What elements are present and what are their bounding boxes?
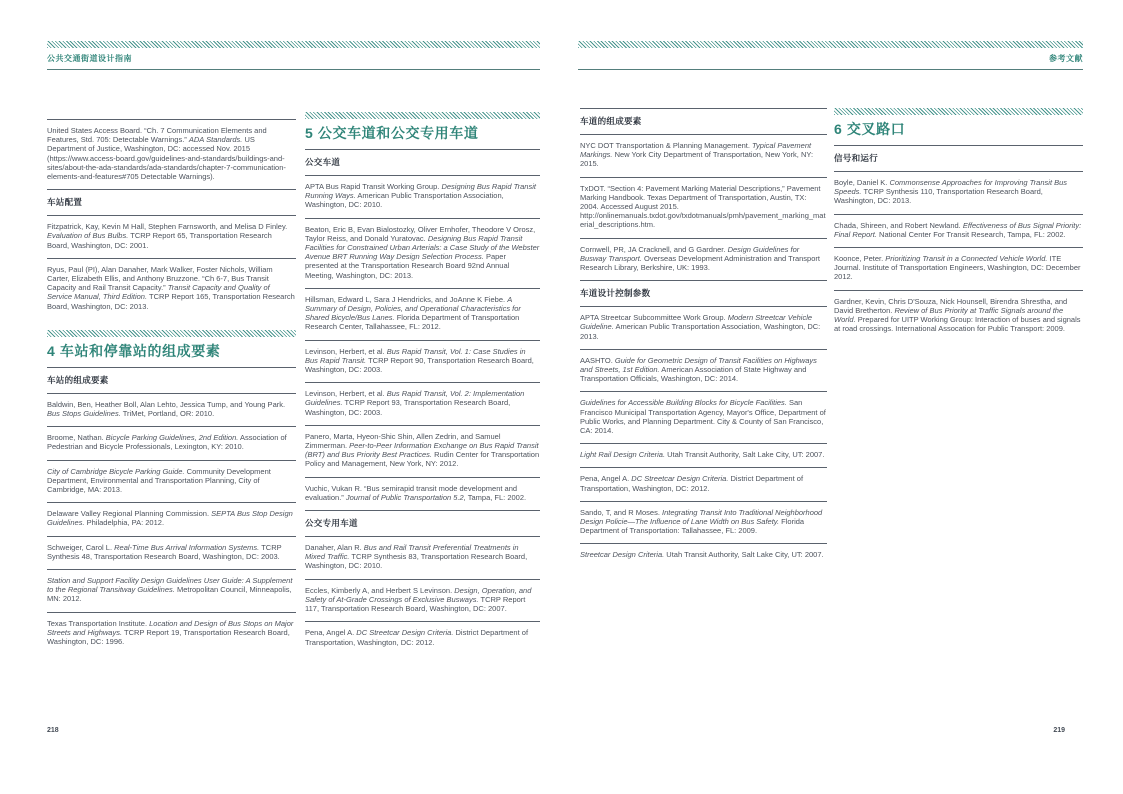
subsection-title: 车道的组成要素 bbox=[580, 108, 827, 134]
page-number: 219 bbox=[1053, 727, 1065, 734]
reference-entry: Broome, Nathan. Bicycle Parking Guidelines, 2nd Edition. Association of Pedestrian and Bicycle Professionals, Lexington, KY: 2010. bbox=[47, 426, 296, 459]
references-column bbox=[834, 108, 1083, 341]
references-column bbox=[580, 108, 827, 568]
reference-entry: Gardner, Kevin, Chris D'Souza, Nick Hounsell, Birendra Shrestha, and David Bretherton. Review of Bus Priority at Traffic Signals around the World. Prepared for UITP Working Group: Interaction of buses and signals at road crossings. International Assocation for Public Transport: 2009. bbox=[834, 290, 1083, 342]
section-hatch-band bbox=[47, 330, 296, 337]
subsection-title: 公交专用车道 bbox=[305, 510, 540, 536]
reference-entry: APTA Bus Rapid Transit Working Group. Designing Bus Rapid Transit Running Ways. American Public Transportation Association, Washington, DC: 2010. bbox=[305, 175, 540, 218]
reference-entry: Koonce, Peter. Prioritizing Transit in a Connected Vehicle World. ITE Journal. Institute of Transportation Engineers, Washington, DC: December 2012. bbox=[834, 247, 1083, 290]
reference-entry: Danaher, Alan R. Bus and Rail Transit Preferential Treatments in Mixed Traffic. TCRP Synthesis 83, Transportation Research Board, Washington, DC: 2010. bbox=[305, 536, 540, 579]
subsection-title: 公交车道 bbox=[305, 149, 540, 175]
subsection-title: 信号和运行 bbox=[834, 145, 1083, 171]
subsection-title: 车站的组成要素 bbox=[47, 367, 296, 393]
reference-entry: Light Rail Design Criteria. Utah Transit Authority, Salt Lake City, UT: 2007. bbox=[580, 443, 827, 467]
section-hatch-band bbox=[834, 108, 1083, 115]
reference-entry: Pena, Angel A. DC Streetcar Design Criteria. District Department of Transportation, Washington, DC: 2012. bbox=[305, 621, 540, 654]
running-head-title: 公共交通街道设计指南 bbox=[47, 54, 132, 63]
reference-entry: Fitzpatrick, Kay, Kevin M Hall, Stephen Farnsworth, and Melisa D Finley. Evaluation of Bus Bulbs. TCRP Report 65, Transportation Research Board, Washington, DC: 2001. bbox=[47, 215, 296, 258]
reference-entry: Panero, Marta, Hyeon-Shic Shin, Allen Zedrin, and Samuel Zimmerman. Peer-to-Peer Information Exchange on Bus Rapid Transit (BRT) and Bus Priority Best Practices. Rudin Center for Transportation Policy and Management, New York, NY: 2012. bbox=[305, 425, 540, 477]
right-page-header bbox=[578, 41, 1083, 70]
reference-entry: Baldwin, Ben, Heather Boll, Alan Lehto, Jessica Tump, and Young Park. Bus Stops Guidelines. TriMet, Portland, OR: 2010. bbox=[47, 393, 296, 426]
reference-entry: Levinson, Herbert, et al. Bus Rapid Transit, Vol. 2: Implementation Guidelines. TCRP Report 93, Transportation Research Board, Washington, DC: 2003. bbox=[305, 382, 540, 425]
right-page bbox=[578, 41, 1083, 781]
reference-entry: Streetcar Design Criteria. Utah Transit Authority, Salt Lake City, UT: 2007. bbox=[580, 543, 827, 567]
reference-entry: AASHTO. Guide for Geometric Design of Transit Facilities on Highways and Streets, 1st Edition. American Association of State Highway and Transportation Officials, Washington, DC: 2014. bbox=[580, 349, 827, 392]
header-hatch-band bbox=[578, 41, 1083, 48]
reference-entry: Hillsman, Edward L, Sara J Hendricks, and JoAnne K Fiebe. A Summary of Design, Policies, and Operational Characteristics for Shared Bicycle/Bus Lanes. Florida Department of Transportation Research Center, Tallahassee, FL: 2012. bbox=[305, 288, 540, 340]
reference-entry: Vuchic, Vukan R. “Bus semirapid transit mode development and evaluation.” Journal of Public Transportation 5.2, Tampa, FL: 2002. bbox=[305, 477, 540, 510]
header-rule bbox=[47, 69, 540, 70]
running-head-title: 参考文献 bbox=[1049, 54, 1083, 63]
reference-entry: City of Cambridge Bicycle Parking Guide. Community Development Department, Environmental and Transportation Planning, City of Cambridge, MA: 2013. bbox=[47, 460, 296, 503]
subsection-title: 车道设计控制参数 bbox=[580, 280, 827, 306]
reference-entry: Beaton, Eric B, Evan Bialostozky, Oliver Ernhofer, Theodore V Orosz, Taylor Reiss, and Donald Yuratovac. Designing Bus Rapid Transit Facilities for Constrained Urban Arterials: a Case Study of the Webster Avenue BRT Running Way Design Selection Process. Paper presented at the Transportation Research Board 92nd Annual Meeting, Washington, DC: 2013. bbox=[305, 218, 540, 288]
header-hatch-band bbox=[47, 41, 540, 48]
reference-entry: Pena, Angel A. DC Streetcar Design Criteria. District Department of Transportation, Washington, DC: 2012. bbox=[580, 467, 827, 500]
section-heading-group bbox=[834, 108, 1083, 145]
page-number: 218 bbox=[47, 727, 59, 734]
reference-entry: APTA Streetcar Subcommittee Work Group. Modern Streetcar Vehicle Guideline. American Public Transportation Association, Washington, DC: 2013. bbox=[580, 306, 827, 349]
left-page bbox=[47, 41, 540, 781]
section-heading-group bbox=[47, 330, 296, 367]
reference-entry: Ryus, Paul (PI), Alan Danaher, Mark Walker, Foster Nichols, William Carter, Elizabeth Ellis, and Anthony Bruzzone. “Ch 6-7, Bus Transit Capacity and Rail Transit Capacity.” Transit Capacity and Quality of Service Manual, Third Edition. TCRP Report 165, Transportation Research Board, Washington, DC: 2013. bbox=[47, 258, 296, 319]
references-column bbox=[47, 119, 296, 654]
reference-entry: Eccles, Kimberly A, and Herbert S Levinson. Design, Operation, and Safety of At-Grade Crossings of Exclusive Busways. TCRP Report 117, Transportation Research Board, Washington, DC: 2007. bbox=[305, 579, 540, 622]
reference-entry: Levinson, Herbert, et al. Bus Rapid Transit, Vol. 1: Case Studies in Bus Rapid Transit. TCRP Report 90, Transportation Research Board, Washington, DC: 2003. bbox=[305, 340, 540, 383]
subsection-title: 车站配置 bbox=[47, 189, 296, 215]
reference-entry: Chada, Shireen, and Robert Newland. Effectiveness of Bus Signal Priority: Final Report. National Center For Transit Research, Tampa, FL: 2002. bbox=[834, 214, 1083, 247]
section-title: 4 车站和停靠站的组成要素 bbox=[47, 342, 221, 359]
section-title: 5 公交车道和公交专用车道 bbox=[305, 125, 479, 141]
header-rule bbox=[578, 69, 1083, 70]
reference-entry: Texas Transportation Institute. Location and Design of Bus Stops on Major Streets and Highways. TCRP Report 19, Transportation Research Board, Washington, DC: 1996. bbox=[47, 612, 296, 655]
reference-entry: United States Access Board. “Ch. 7 Communication Elements and Features, Std. 705: Detectable Warnings.” ADA Standards. US Department of Justice, Washington, DC: accessed Nov. 2015 (https://www.access-board.gov/guidelines-and-standards/buildings-and-sites/about-the-ada-standards/ada-standards/chapter-7-communication-elements-and-features#705 Detectable Warnings). bbox=[47, 119, 296, 189]
reference-entry: Schweiger, Carol L. Real-Time Bus Arrival Information Systems. TCRP Synthesis 48, Transportation Research Board, Washington, DC: 2003. bbox=[47, 536, 296, 569]
section-hatch-band bbox=[305, 112, 540, 119]
reference-entry: Boyle, Daniel K. Commonsense Approaches for Improving Transit Bus Speeds. TCRP Synthesis 110, Transportation Research Board, Washington, DC: 2013. bbox=[834, 171, 1083, 214]
reference-entry: Guidelines for Accessible Building Blocks for Bicycle Facilities. San Francisco Municipal Transportation Agency, Mayor's Office, Department of Public Works, and Planning Department. City & County of San Francisco, CA: 2014. bbox=[580, 391, 827, 443]
section-title: 6 交叉路口 bbox=[834, 121, 906, 137]
reference-entry: Sando, T, and R Moses. Integrating Transit Into Traditional Neighborhood Design Policie—The Influence of Lane Width on Bus Safety. Florida Department of Transportation: Tallahassee, FL: 2009. bbox=[580, 501, 827, 544]
reference-entry: Station and Support Facility Design Guidelines User Guide: A Supplement to the Regional Transitway Guidelines. Metropolitan Council, Minneapolis, MN: 2012. bbox=[47, 569, 296, 612]
reference-entry: Delaware Valley Regional Planning Commission. SEPTA Bus Stop Design Guidelines. Philadelphia, PA: 2012. bbox=[47, 502, 296, 535]
references-column bbox=[305, 112, 540, 655]
reference-entry: Cornwell, PR, JA Cracknell, and G Gardner. Design Guidelines for Busway Transport. Overseas Development Administration and Transport Research Library, Berkshire, UK: 1993. bbox=[580, 238, 827, 281]
reference-entry: NYC DOT Transportation & Planning Management. Typical Pavement Markings. New York City Department of Transportation, New York, NY: 2015. bbox=[580, 134, 827, 177]
section-heading-group bbox=[305, 112, 540, 149]
reference-entry: TxDOT. “Section 4: Pavement Marking Material Descriptions,” Pavement Marking Handbook. Texas Department of Transportation, Austin, TX: 2004. Accessed August 2015. http://onlinemanuals.txdot.gov/txdotmanuals/pmh/pavement_marking_material_descriptions.htm. bbox=[580, 177, 827, 238]
left-page-header bbox=[47, 41, 540, 70]
